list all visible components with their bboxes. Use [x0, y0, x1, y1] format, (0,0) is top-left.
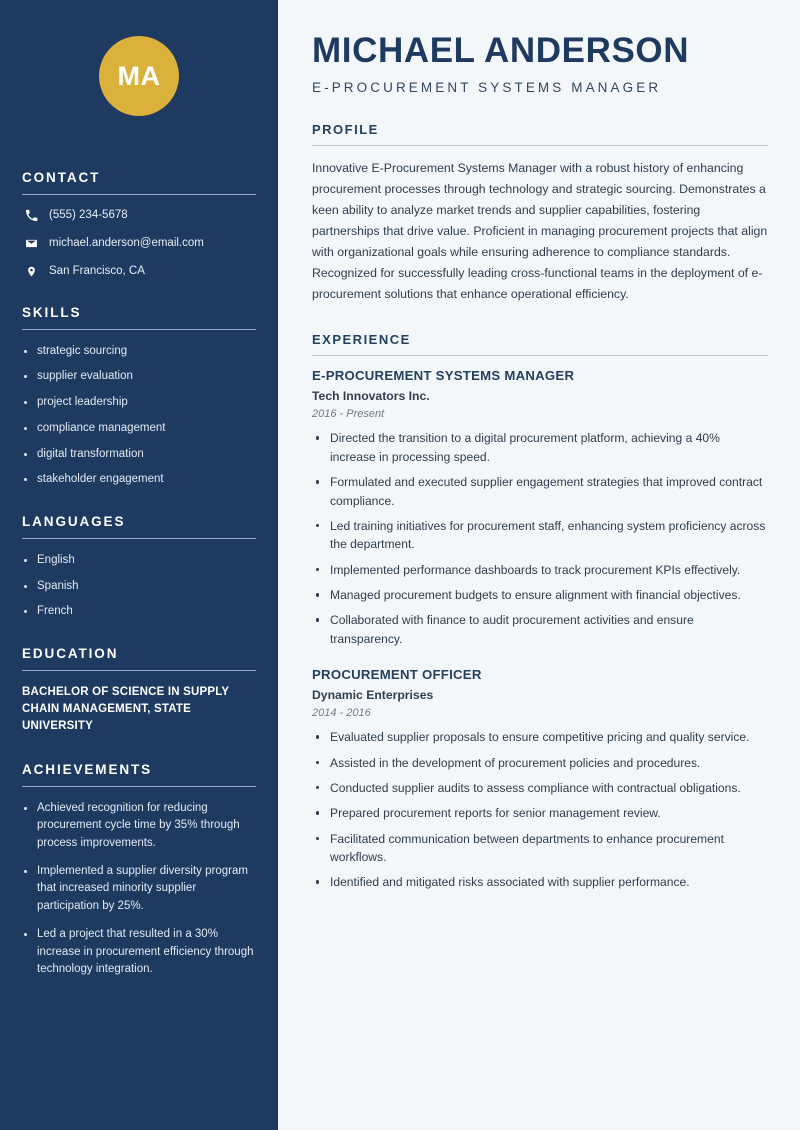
- avatar-initials: MA: [117, 60, 161, 91]
- list-item: digital transformation: [22, 446, 256, 463]
- profile-divider: [312, 145, 768, 146]
- languages-list: [22, 552, 256, 620]
- languages-heading: LANGUAGES: [22, 513, 126, 529]
- profile-text: Innovative E-Procurement Systems Manager with a robust history of enhancing procurement processes through technology and strategic sourcing. Demonstrates a keen ability to analyze market trends and supplier capabilities, fostering partnerships that drive value. Proficient in managing procurement projects that align with organizational goals while ensuring adherence to compliance standards. Recognized for successfully leading cross-functional teams in the deployment of e-procurement solutions that enhance operational efficiency.: [312, 160, 768, 302]
- list-item: Spanish: [22, 578, 256, 595]
- list-item: Led a project that resulted in a 30% increase in procurement efficiency through technology integration.: [22, 926, 256, 978]
- education-heading: EDUCATION: [22, 645, 119, 661]
- phone-icon: [22, 209, 40, 222]
- list-item: strategic sourcing: [22, 343, 256, 360]
- list-item: Facilitated communication between departments to enhance procurement workflows.: [312, 830, 768, 867]
- list-item: Directed the transition to a digital procurement platform, achieving a 40% increase in processing speed.: [312, 429, 768, 466]
- list-item: Assisted in the development of procurement policies and procedures.: [312, 754, 768, 772]
- skills-divider: [22, 329, 256, 330]
- skills-list: [22, 343, 256, 488]
- contact-heading: CONTACT: [22, 170, 101, 185]
- main-content: [278, 0, 800, 1130]
- list-item: Conducted supplier audits to assess compliance with contractual obligations.: [312, 779, 768, 797]
- experience-divider: [312, 355, 768, 356]
- list-item: Collaborated with finance to audit procurement activities and ensure transparency.: [312, 611, 768, 648]
- avatar-container: [22, 0, 256, 126]
- experience-entry: [312, 368, 768, 648]
- contact-divider: [22, 194, 256, 195]
- contact-section: [22, 170, 256, 279]
- experience-dates: 2014 - 2016: [312, 707, 371, 720]
- sidebar: [0, 0, 278, 1130]
- list-item: stakeholder engagement: [22, 471, 256, 488]
- envelope-icon: [22, 237, 40, 250]
- list-item: Prepared procurement reports for senior management review.: [312, 804, 768, 822]
- contact-phone-value: (555) 234-5678: [49, 209, 128, 221]
- achievements-section: [22, 762, 256, 979]
- skills-heading: SKILLS: [22, 304, 82, 320]
- list-item: Implemented performance dashboards to track procurement KPIs effectively.: [312, 561, 768, 579]
- experience-company: Tech Innovators Inc.: [312, 389, 430, 404]
- achievements-heading: ACHIEVEMENTS: [22, 761, 153, 777]
- contact-location-value: San Francisco, CA: [49, 264, 145, 277]
- experience-section: [312, 332, 768, 891]
- experience-heading: EXPERIENCE: [312, 332, 411, 348]
- list-item: Achieved recognition for reducing procurement cycle time by 35% through process improvements.: [22, 800, 256, 852]
- list-item: supplier evaluation: [22, 368, 256, 385]
- list-item: English: [22, 552, 256, 569]
- education-section: [22, 646, 256, 736]
- contact-email-value: michael.anderson@email.com: [49, 236, 204, 249]
- job-title-subtitle: E-PROCUREMENT SYSTEMS MANAGER: [312, 79, 662, 95]
- page-title: MICHAEL ANDERSON: [312, 31, 690, 70]
- list-item: Identified and mitigated risks associated with supplier performance.: [312, 873, 768, 891]
- experience-bullet-list: [312, 728, 768, 892]
- list-item: compliance management: [22, 420, 256, 437]
- achievements-divider: [22, 786, 256, 787]
- education-entry: BACHELOR OF SCIENCE IN SUPPLY CHAIN MANAGEMENT, STATE UNIVERSITY: [22, 685, 230, 733]
- list-item: Implemented a supplier diversity program that increased minority supplier participation by 25%.: [22, 863, 256, 915]
- list-item: Managed procurement budgets to ensure alignment with financial objectives.: [312, 586, 768, 604]
- list-item: Formulated and executed supplier engagement strategies that improved contract compliance.: [312, 473, 768, 510]
- profile-section: [312, 122, 768, 306]
- experience-bullet-list: [312, 429, 768, 648]
- list-item: French: [22, 603, 256, 620]
- profile-heading: PROFILE: [312, 121, 379, 137]
- skills-section: [22, 305, 256, 488]
- list-item: Evaluated supplier proposals to ensure competitive pricing and quality service.: [312, 728, 768, 746]
- languages-divider: [22, 538, 256, 539]
- experience-company: Dynamic Enterprises: [312, 688, 434, 703]
- experience-job-title: PROCUREMENT OFFICER: [312, 667, 482, 683]
- experience-dates: 2016 - Present: [312, 408, 385, 421]
- list-item: project leadership: [22, 394, 256, 411]
- avatar: [99, 36, 179, 116]
- languages-section: [22, 514, 256, 620]
- experience-job-title: E-PROCUREMENT SYSTEMS MANAGER: [312, 368, 575, 384]
- achievements-list: [22, 800, 256, 979]
- education-divider: [22, 670, 256, 671]
- map-pin-icon: [22, 265, 40, 278]
- list-item: Led training initiatives for procurement staff, enhancing system proficiency across the department.: [312, 517, 768, 554]
- experience-entry: [312, 667, 768, 892]
- contact-item-phone[interactable]: [22, 208, 256, 223]
- contact-item-location[interactable]: [22, 264, 256, 279]
- contact-item-email[interactable]: [22, 236, 256, 251]
